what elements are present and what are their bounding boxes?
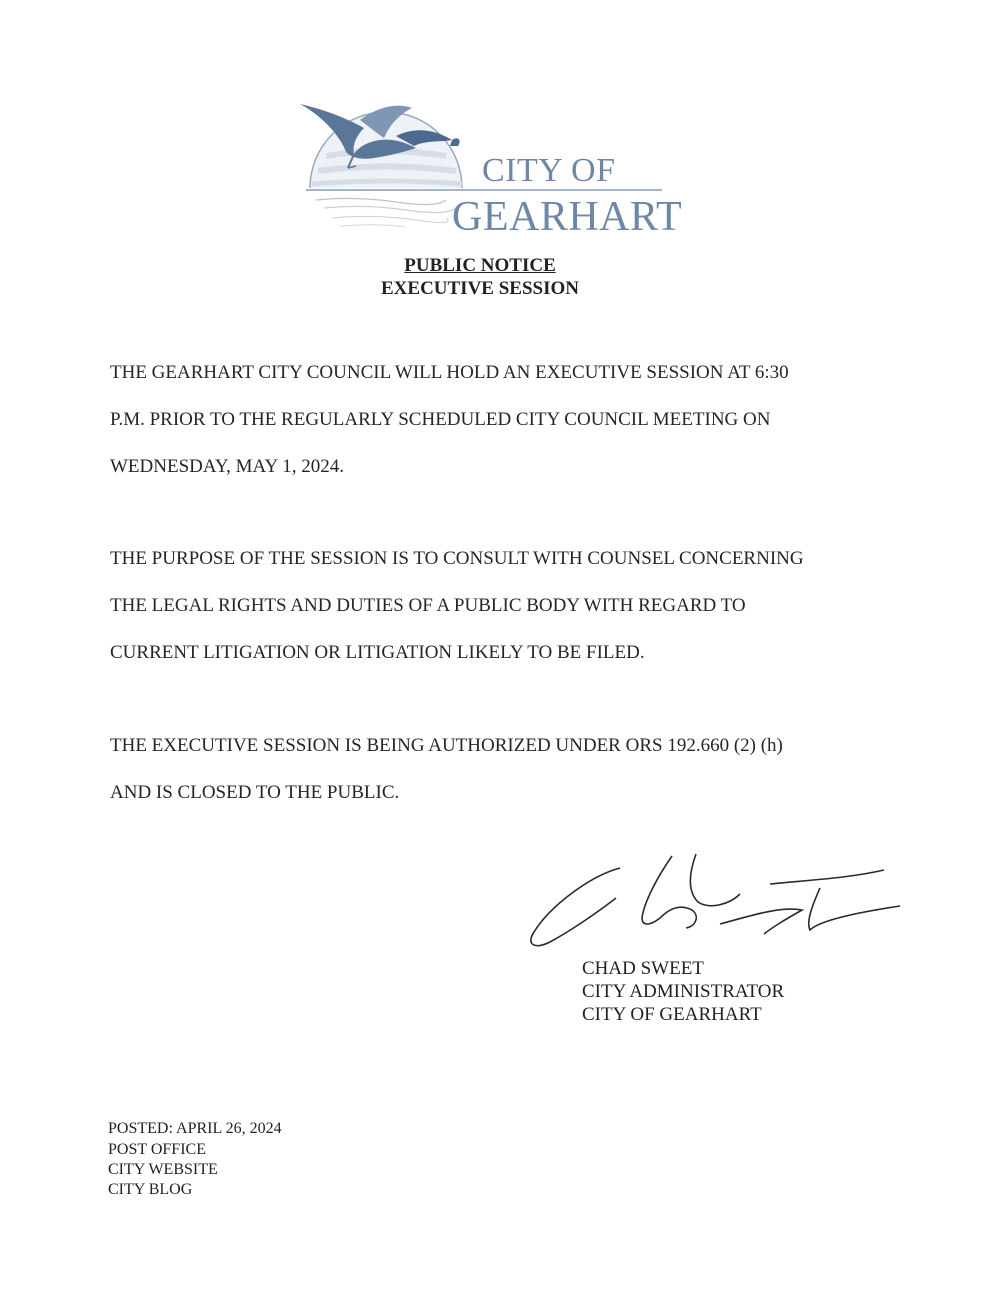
paragraph-2-line-3: CURRENT LITIGATION OR LITIGATION LIKELY TO BE FILED. [110,642,645,663]
paragraph-1-line-2: P.M. PRIOR TO THE REGULARLY SCHEDULED CITY COUNCIL MEETING ON [110,409,771,430]
letterhead-line-2: GEARHART [452,194,683,240]
signatory-title: CITY ADMINISTRATOR [582,981,785,1002]
paragraph-1-line-1: THE GEARHART CITY COUNCIL WILL HOLD AN EXECUTIVE SESSION AT 6:30 [110,362,789,383]
posting-location: CITY WEBSITE [108,1161,218,1178]
signatory-org: CITY OF GEARHART [582,1004,762,1025]
posting-location: POST OFFICE [108,1141,206,1158]
paragraph-2-line-2: THE LEGAL RIGHTS AND DUTIES OF A PUBLIC BODY WITH REGARD TO [110,595,746,616]
posting-location: CITY BLOG [108,1181,193,1198]
paragraph-3-line-2: AND IS CLOSED TO THE PUBLIC. [110,782,400,803]
letterhead-line-1: CITY OF [482,152,616,189]
posted-date: POSTED: APRIL 26, 2024 [108,1120,282,1137]
paragraph-1-line-3: WEDNESDAY, MAY 1, 2024. [110,456,345,477]
notice-title: PUBLIC NOTICE [404,255,556,276]
signatory-name: CHAD SWEET [582,958,704,979]
paragraph-3-line-1: THE EXECUTIVE SESSION IS BEING AUTHORIZED UNDER ORS 192.660 (2) (h) [110,735,783,756]
handwritten-signature-icon [520,846,910,956]
notice-subtitle: EXECUTIVE SESSION [381,278,579,299]
paragraph-2-line-1: THE PURPOSE OF THE SESSION IS TO CONSULT WITH COUNSEL CONCERNING [110,548,804,569]
